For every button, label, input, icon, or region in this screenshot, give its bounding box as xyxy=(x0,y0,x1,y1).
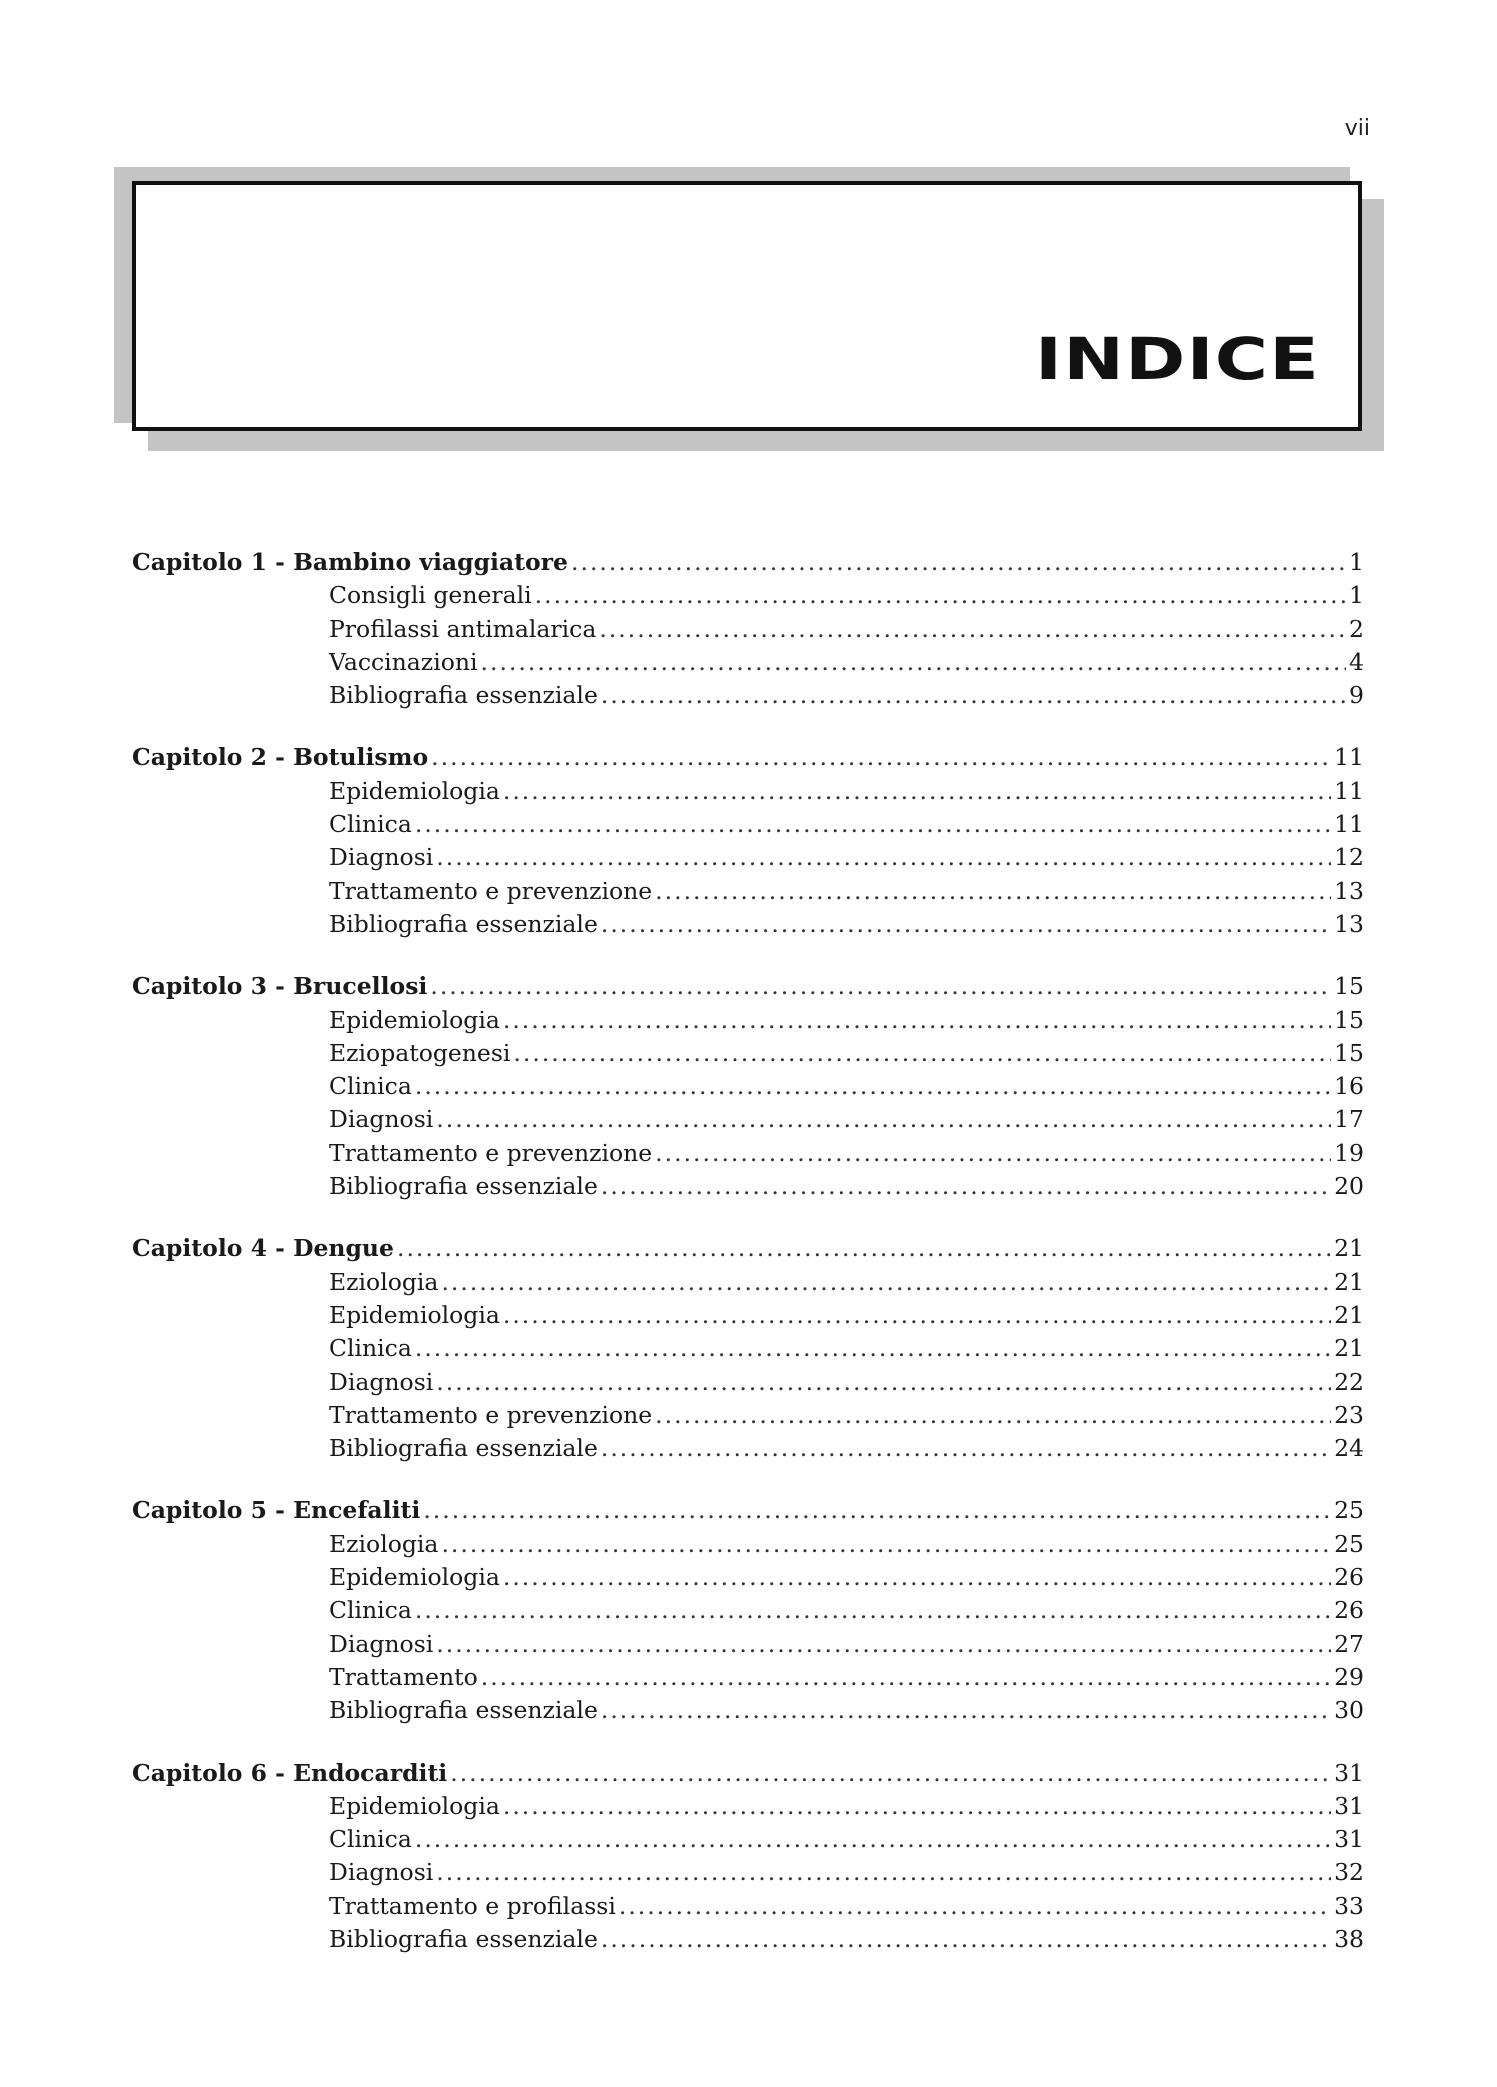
dot-leader xyxy=(415,1596,1331,1624)
section-entry-label: Trattamento xyxy=(329,1662,478,1691)
section-entry-page: 27 xyxy=(1334,1629,1364,1658)
section-entry-label: Clinica xyxy=(329,1825,412,1854)
dot-leader xyxy=(503,1563,1331,1591)
section-entry-label: Diagnosi xyxy=(329,1629,434,1658)
section-entry-label: Clinica xyxy=(329,1596,412,1625)
dot-leader xyxy=(513,1039,1331,1067)
section-entry xyxy=(132,1401,1364,1434)
section-entry-page: 22 xyxy=(1334,1367,1364,1396)
section-entry-page: 21 xyxy=(1334,1300,1364,1329)
section-entry-page: 2 xyxy=(1349,614,1364,643)
dot-leader xyxy=(436,1630,1331,1658)
section-entry xyxy=(132,1139,1364,1172)
section-entry-label: Clinica xyxy=(329,810,412,839)
section-entry-label: Bibliografia essenziale xyxy=(329,681,598,710)
chapter-entry-page: 1 xyxy=(1349,548,1364,576)
section-entry xyxy=(132,1072,1364,1105)
section-entry xyxy=(132,1825,1364,1858)
dot-leader xyxy=(619,1892,1331,1920)
section-entry-page: 31 xyxy=(1334,1825,1364,1854)
dot-leader xyxy=(535,581,1346,609)
section-entry-label: Epidemiologia xyxy=(329,776,500,805)
chapter-entry-label: Capitolo 5 - Encefaliti xyxy=(132,1496,421,1525)
section-entry-page: 24 xyxy=(1334,1434,1364,1463)
section-entry xyxy=(132,1858,1364,1891)
section-entry-page: 9 xyxy=(1349,681,1364,710)
section-entry-label: Eziopatogenesi xyxy=(329,1038,511,1067)
section-entry-page: 38 xyxy=(1334,1924,1364,1953)
chapter-entry-page: 15 xyxy=(1334,972,1364,1001)
section-entry xyxy=(132,1530,1364,1563)
section-entry-label: Trattamento e prevenzione xyxy=(329,1138,653,1167)
section-entry xyxy=(132,1892,1364,1925)
section-entry-label: Epidemiologia xyxy=(329,1791,500,1820)
section-entry xyxy=(132,581,1364,614)
section-entry-label: Epidemiologia xyxy=(329,1005,500,1034)
dot-leader xyxy=(441,1268,1331,1296)
section-entry-label: Eziologia xyxy=(329,1267,439,1296)
chapter-entry-page: 11 xyxy=(1334,743,1364,772)
section-entry-page: 26 xyxy=(1334,1563,1364,1592)
dot-leader xyxy=(436,843,1331,871)
chapter-block xyxy=(132,1759,1364,1959)
section-entry-page: 11 xyxy=(1334,776,1364,805)
chapter-block xyxy=(132,1234,1364,1467)
section-entry-label: Bibliografia essenziale xyxy=(329,1172,598,1201)
section-entry-page: 15 xyxy=(1334,1005,1364,1034)
section-entry-page: 1 xyxy=(1349,581,1364,610)
page-number: vii xyxy=(1344,116,1370,141)
dot-leader xyxy=(430,972,1331,1000)
title-box xyxy=(132,181,1362,431)
chapter-block xyxy=(132,743,1364,943)
dot-leader xyxy=(655,877,1331,905)
section-entry xyxy=(132,1105,1364,1138)
chapter-entry-page: 21 xyxy=(1334,1234,1364,1263)
dot-leader xyxy=(450,1759,1331,1787)
chapter-entry-label: Capitolo 1 - Bambino viaggiatore xyxy=(132,548,569,576)
section-entry-page: 21 xyxy=(1334,1267,1364,1296)
section-entry-page: 30 xyxy=(1334,1696,1364,1725)
chapter-entry xyxy=(132,972,1364,1005)
section-entry-page: 11 xyxy=(1334,810,1364,839)
section-entry-label: Diagnosi xyxy=(329,1858,434,1887)
chapter-entry-label: Capitolo 6 - Endocarditi xyxy=(132,1758,448,1787)
dot-leader xyxy=(415,1825,1331,1853)
dot-leader xyxy=(571,548,1346,576)
section-entry-page: 21 xyxy=(1334,1334,1364,1363)
section-entry-page: 23 xyxy=(1334,1400,1364,1429)
section-entry-label: Eziologia xyxy=(329,1529,439,1558)
section-entry xyxy=(132,1696,1364,1729)
section-entry-label: Bibliografia essenziale xyxy=(329,1434,598,1463)
section-entry-label: Bibliografia essenziale xyxy=(329,1696,598,1725)
section-entry xyxy=(132,1792,1364,1825)
dot-leader xyxy=(436,1105,1331,1133)
section-entry xyxy=(132,1172,1364,1205)
section-entry-label: Vaccinazioni xyxy=(329,647,478,676)
dot-leader xyxy=(655,1401,1331,1429)
section-entry-page: 13 xyxy=(1334,876,1364,905)
section-entry xyxy=(132,810,1364,843)
section-entry-page: 19 xyxy=(1334,1138,1364,1167)
chapter-block xyxy=(132,1496,1364,1729)
section-entry-label: Clinica xyxy=(329,1072,412,1101)
section-entry xyxy=(132,1630,1364,1663)
section-entry xyxy=(132,1268,1364,1301)
dot-leader xyxy=(503,1301,1331,1329)
section-entry-page: 32 xyxy=(1334,1858,1364,1887)
dot-leader xyxy=(415,810,1331,838)
section-entry-page: 12 xyxy=(1334,843,1364,872)
table-of-contents xyxy=(132,548,1364,1987)
dot-leader xyxy=(601,1696,1331,1724)
section-entry xyxy=(132,877,1364,910)
dot-leader xyxy=(436,1368,1331,1396)
section-entry-label: Epidemiologia xyxy=(329,1300,500,1329)
section-entry-label: Consigli generali xyxy=(329,581,532,610)
chapter-block xyxy=(132,972,1364,1205)
dot-leader xyxy=(441,1530,1331,1558)
section-entry-page: 17 xyxy=(1334,1105,1364,1134)
section-entry-page: 26 xyxy=(1334,1596,1364,1625)
chapter-entry-label: Capitolo 4 - Dengue xyxy=(132,1234,394,1263)
section-entry-label: Bibliografia essenziale xyxy=(329,909,598,938)
chapter-entry xyxy=(132,548,1364,581)
section-entry-label: Trattamento e prevenzione xyxy=(329,876,653,905)
dot-leader xyxy=(503,1006,1331,1034)
dot-leader xyxy=(431,743,1331,771)
dot-leader xyxy=(415,1072,1331,1100)
section-entry xyxy=(132,1301,1364,1334)
dot-leader xyxy=(599,615,1346,643)
section-entry-page: 25 xyxy=(1334,1529,1364,1558)
chapter-entry-page: 31 xyxy=(1334,1758,1364,1787)
dot-leader xyxy=(601,1172,1331,1200)
section-entry xyxy=(132,1334,1364,1367)
section-entry-label: Epidemiologia xyxy=(329,1563,500,1592)
section-entry xyxy=(132,648,1364,681)
page-title: INDICE xyxy=(1034,325,1320,393)
section-entry xyxy=(132,681,1364,714)
chapter-entry-label: Capitolo 2 - Botulismo xyxy=(132,743,429,772)
section-entry-label: Trattamento e prevenzione xyxy=(329,1400,653,1429)
section-entry-page: 15 xyxy=(1334,1038,1364,1067)
dot-leader xyxy=(481,1663,1331,1691)
chapter-entry xyxy=(132,743,1364,776)
section-entry-label: Profilassi antimalarica xyxy=(329,614,597,643)
section-entry-page: 31 xyxy=(1334,1791,1364,1820)
section-entry xyxy=(132,843,1364,876)
dot-leader xyxy=(601,1434,1331,1462)
dot-leader xyxy=(655,1139,1331,1167)
section-entry-label: Bibliografia essenziale xyxy=(329,1924,598,1953)
section-entry-page: 4 xyxy=(1349,647,1364,676)
chapter-entry xyxy=(132,1759,1364,1792)
section-entry xyxy=(132,1596,1364,1629)
chapter-entry-label: Capitolo 3 - Brucellosi xyxy=(132,972,428,1001)
section-entry xyxy=(132,1925,1364,1958)
chapter-entry xyxy=(132,1234,1364,1267)
section-entry xyxy=(132,1434,1364,1467)
section-entry-page: 13 xyxy=(1334,909,1364,938)
section-entry xyxy=(132,1563,1364,1596)
dot-leader xyxy=(397,1234,1331,1262)
section-entry-page: 33 xyxy=(1334,1891,1364,1920)
dot-leader xyxy=(436,1858,1331,1886)
section-entry-label: Diagnosi xyxy=(329,843,434,872)
dot-leader xyxy=(601,681,1346,709)
section-entry xyxy=(132,910,1364,943)
dot-leader xyxy=(503,777,1331,805)
section-entry xyxy=(132,1006,1364,1039)
dot-leader xyxy=(481,648,1347,676)
section-entry-page: 16 xyxy=(1334,1072,1364,1101)
section-entry xyxy=(132,615,1364,648)
section-entry-label: Clinica xyxy=(329,1334,412,1363)
section-entry xyxy=(132,777,1364,810)
section-entry-label: Diagnosi xyxy=(329,1367,434,1396)
section-entry xyxy=(132,1368,1364,1401)
chapter-entry-page: 25 xyxy=(1334,1496,1364,1525)
section-entry xyxy=(132,1663,1364,1696)
section-entry-label: Trattamento e profilassi xyxy=(329,1891,616,1920)
section-entry-label: Diagnosi xyxy=(329,1105,434,1134)
section-entry-page: 29 xyxy=(1334,1662,1364,1691)
dot-leader xyxy=(503,1792,1331,1820)
dot-leader xyxy=(601,910,1331,938)
section-entry xyxy=(132,1039,1364,1072)
chapter-block xyxy=(132,548,1364,714)
dot-leader xyxy=(601,1925,1331,1953)
dot-leader xyxy=(415,1334,1331,1362)
section-entry-page: 20 xyxy=(1334,1172,1364,1201)
chapter-entry xyxy=(132,1496,1364,1529)
dot-leader xyxy=(423,1496,1331,1524)
